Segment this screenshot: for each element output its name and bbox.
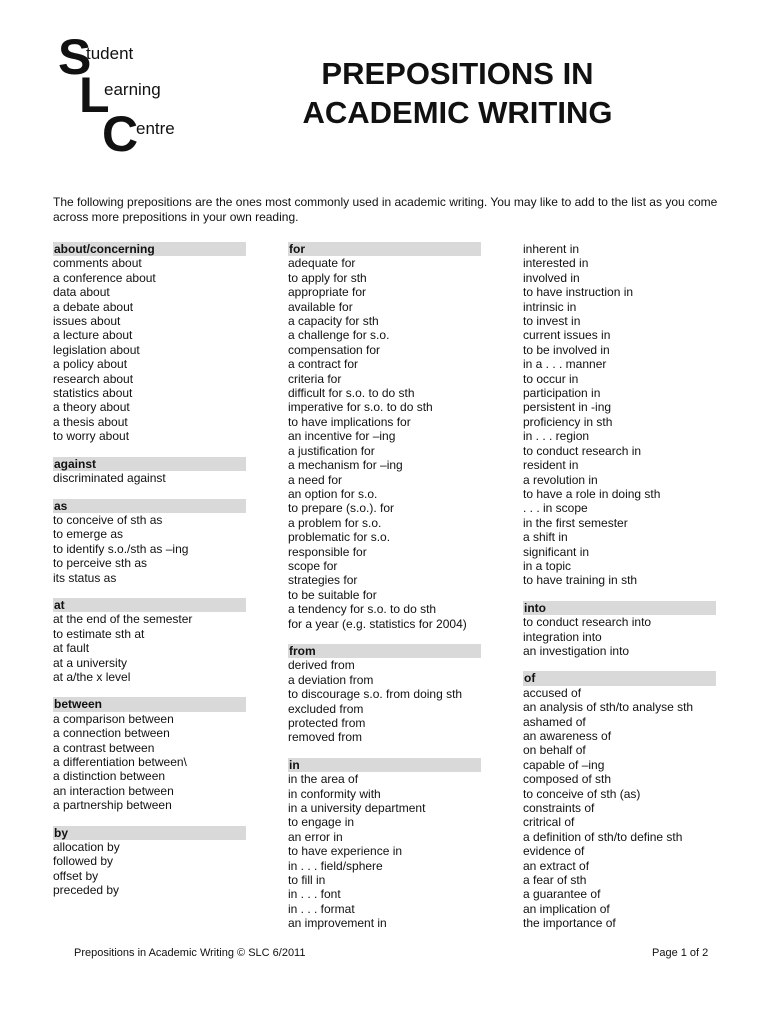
preposition-section: [53, 826, 246, 898]
preposition-item: to occur in: [523, 371, 579, 386]
preposition-item: a contrast between: [53, 740, 155, 755]
preposition-item: interested in: [523, 256, 589, 271]
preposition-item: a policy about: [53, 357, 128, 372]
preposition-item: an improvement in: [288, 916, 387, 931]
preposition-item: involved in: [523, 270, 580, 285]
preposition-item: comments about: [53, 256, 142, 271]
preposition-item: a debate about: [53, 299, 134, 314]
preposition-item: a revolution in: [523, 472, 598, 487]
footer-page-number: Page 1 of 2: [652, 947, 709, 959]
preposition-item: compensation for: [288, 342, 381, 357]
section-heading: between: [53, 697, 246, 711]
preposition-item: an implication of: [523, 901, 610, 916]
preposition-item: a theory about: [53, 400, 130, 415]
preposition-item: a definition of sth/to define sth: [523, 829, 683, 844]
preposition-item: responsible for: [288, 544, 367, 559]
logo-letter-s: S: [58, 29, 92, 85]
preposition-item: on behalf of: [523, 743, 586, 758]
preposition-section: [288, 242, 481, 631]
preposition-item: ashamed of: [523, 714, 586, 729]
preposition-item: to invest in: [523, 314, 581, 329]
section-heading: in: [288, 758, 481, 772]
section-heading: of: [523, 671, 716, 685]
preposition-item: to conduct research in: [523, 443, 642, 458]
column-2: [288, 242, 481, 944]
preposition-item: . . . in scope: [523, 501, 588, 516]
preposition-item: an investigation into: [523, 643, 630, 658]
preposition-item: derived from: [288, 658, 355, 673]
preposition-item: to have training in sth: [523, 573, 638, 588]
preposition-item: a tendency for s.o. to do sth: [288, 602, 437, 617]
preposition-item: a conference about: [53, 270, 156, 285]
preposition-item: current issues in: [523, 328, 611, 343]
preposition-item: a thesis about: [53, 414, 128, 429]
preposition-item: allocation by: [53, 840, 120, 855]
section-heading: against: [53, 457, 246, 471]
preposition-item: offset by: [53, 868, 99, 883]
preposition-item: to have instruction in: [523, 285, 634, 300]
preposition-item: a fear of sth: [523, 873, 587, 888]
preposition-item: a comparison between: [53, 711, 174, 726]
preposition-item: in a . . . manner: [523, 357, 607, 372]
slc-logo: [58, 29, 188, 162]
preposition-item: evidence of: [523, 844, 585, 859]
preposition-item: to apply for sth: [288, 270, 367, 285]
preposition-item: constraints of: [523, 801, 595, 816]
title-line-2: ACADEMIC WRITING: [302, 95, 613, 130]
preposition-item: a deviation from: [288, 672, 374, 687]
intro-paragraph: The following prepositions are the ones most commonly used in academic writing. You may like to add to the list as you come across more prepositions in your own reading.: [53, 195, 718, 224]
preposition-item: imperative for s.o. to do sth: [288, 400, 433, 415]
preposition-item: a need for: [288, 472, 343, 487]
preposition-section: [53, 598, 246, 684]
preposition-item: its status as: [53, 570, 117, 585]
preposition-item: to perceive sth as: [53, 556, 148, 571]
preposition-item: discriminated against: [53, 471, 166, 486]
preposition-item: a distinction between: [53, 769, 166, 784]
preposition-item: legislation about: [53, 342, 140, 357]
preposition-item: a justification for: [288, 443, 375, 458]
section-heading: as: [53, 499, 246, 513]
preposition-item: integration into: [523, 629, 602, 644]
logo-word-earning: earning: [104, 80, 161, 99]
preposition-item: to discourage s.o. from doing sth: [288, 687, 463, 702]
preposition-item: in the first semester: [523, 515, 628, 530]
preposition-item: excluded from: [288, 701, 364, 716]
logo-letter-l: L: [79, 67, 110, 123]
preposition-item: participation in: [523, 386, 601, 401]
preposition-item: criteria for: [288, 371, 342, 386]
preposition-item: a mechanism for –ing: [288, 458, 403, 473]
preposition-item: in . . . field/sphere: [288, 858, 383, 873]
page-title: [270, 54, 645, 132]
column-3: [523, 242, 716, 944]
preposition-item: a shift in: [523, 530, 568, 545]
preposition-item: inherent in: [523, 242, 580, 256]
section-heading: about/concerning: [53, 242, 246, 256]
preposition-item: capable of –ing: [523, 757, 605, 772]
preposition-item: problematic for s.o.: [288, 530, 391, 545]
preposition-section: [523, 671, 716, 930]
preposition-item: to conceive of sth as: [53, 512, 163, 527]
preposition-item: data about: [53, 285, 110, 300]
preposition-item: an error in: [288, 829, 343, 844]
preposition-item: an interaction between: [53, 783, 174, 798]
preposition-item: a challenge for s.o.: [288, 328, 390, 343]
preposition-item: an incentive for –ing: [288, 429, 396, 444]
title-line-1: PREPOSITIONS IN: [321, 56, 594, 91]
preposition-item: an awareness of: [523, 729, 612, 743]
preposition-section: [288, 758, 481, 931]
preposition-item: to have experience in: [288, 844, 403, 859]
preposition-item: a differentiation between\: [53, 755, 187, 769]
section-heading: into: [523, 601, 716, 615]
preposition-item: at a/the x level: [53, 669, 131, 684]
preposition-item: an extract of: [523, 858, 590, 873]
preposition-item: in a university department: [288, 801, 426, 816]
preposition-item: composed of sth: [523, 772, 612, 787]
preposition-item: a guarantee of: [523, 887, 601, 902]
preposition-item: in . . . format: [288, 901, 355, 916]
preposition-item: difficult for s.o. to do sth: [288, 386, 415, 401]
column-1: [53, 242, 246, 911]
preposition-item: to conceive of sth (as): [523, 786, 641, 801]
preposition-section: [53, 242, 246, 444]
preposition-item: a partnership between: [53, 798, 172, 813]
preposition-item: in the area of: [288, 772, 359, 787]
preposition-item: appropriate for: [288, 285, 367, 300]
preposition-item: to prepare (s.o.). for: [288, 501, 395, 516]
logo-word-tudent: tudent: [86, 44, 134, 63]
section-heading: from: [288, 644, 481, 658]
preposition-item: resident in: [523, 458, 579, 473]
section-heading: at: [53, 598, 246, 612]
preposition-item: at fault: [53, 641, 90, 656]
preposition-item: to fill in: [288, 873, 326, 888]
logo-letter-c: C: [102, 106, 139, 162]
preposition-item: a connection between: [53, 726, 170, 741]
preposition-section: [288, 644, 481, 745]
preposition-item: critrical of: [523, 815, 575, 830]
section-heading: for: [288, 242, 481, 256]
preposition-item: to be involved in: [523, 342, 610, 357]
preposition-item: for a year (e.g. statistics for 2004): [288, 616, 467, 631]
preposition-section: [523, 601, 716, 659]
section-heading: by: [53, 826, 246, 840]
preposition-item: removed from: [288, 730, 363, 745]
preposition-section: [53, 697, 246, 812]
preposition-item: protected from: [288, 716, 366, 730]
preposition-item: to worry about: [53, 429, 130, 444]
preposition-item: to engage in: [288, 815, 355, 830]
preposition-item: in a topic: [523, 558, 572, 573]
preposition-item: to estimate sth at: [53, 626, 145, 641]
preposition-item: intrinsic in: [523, 299, 577, 314]
preposition-item: a problem for s.o.: [288, 515, 382, 530]
footer-copyright: Prepositions in Academic Writing © SLC 6/2011: [74, 947, 306, 959]
preposition-item: to have implications for: [288, 414, 411, 429]
preposition-item: in . . . font: [288, 887, 341, 902]
preposition-item: a contract for: [288, 357, 359, 372]
preposition-item: proficiency in sth: [523, 414, 613, 429]
preposition-item: the importance of: [523, 916, 616, 931]
preposition-item: a lecture about: [53, 328, 133, 343]
preposition-item: to identify s.o./sth as –ing: [53, 541, 189, 556]
preposition-item: available for: [288, 299, 353, 314]
preposition-item: followed by: [53, 854, 114, 869]
preposition-item: in . . . region: [523, 429, 590, 444]
preposition-item: scope for: [288, 558, 338, 573]
preposition-item: to conduct research into: [523, 615, 652, 630]
preposition-item: at a university: [53, 655, 128, 670]
logo-word-entre: entre: [136, 119, 175, 138]
preposition-item: an option for s.o.: [288, 486, 378, 501]
preposition-item: to have a role in doing sth: [523, 486, 661, 501]
preposition-item: persistent in -ing: [523, 400, 612, 415]
preposition-item: issues about: [53, 314, 121, 329]
preposition-section: [523, 242, 716, 588]
preposition-item: research about: [53, 371, 134, 386]
preposition-item: strategies for: [288, 573, 358, 588]
preposition-item: to emerge as: [53, 527, 124, 542]
preposition-item: to be suitable for: [288, 587, 377, 602]
preposition-item: preceded by: [53, 883, 120, 898]
preposition-item: significant in: [523, 544, 590, 559]
preposition-item: in conformity with: [288, 786, 381, 801]
preposition-section: [53, 499, 246, 585]
preposition-item: statistics about: [53, 386, 133, 401]
preposition-item: at the end of the semester: [53, 612, 193, 627]
preposition-section: [53, 457, 246, 486]
preposition-item: accused of: [523, 685, 582, 700]
preposition-item: a capacity for sth: [288, 314, 379, 329]
preposition-item: adequate for: [288, 256, 356, 271]
preposition-item: an analysis of sth/to analyse sth: [523, 700, 694, 715]
